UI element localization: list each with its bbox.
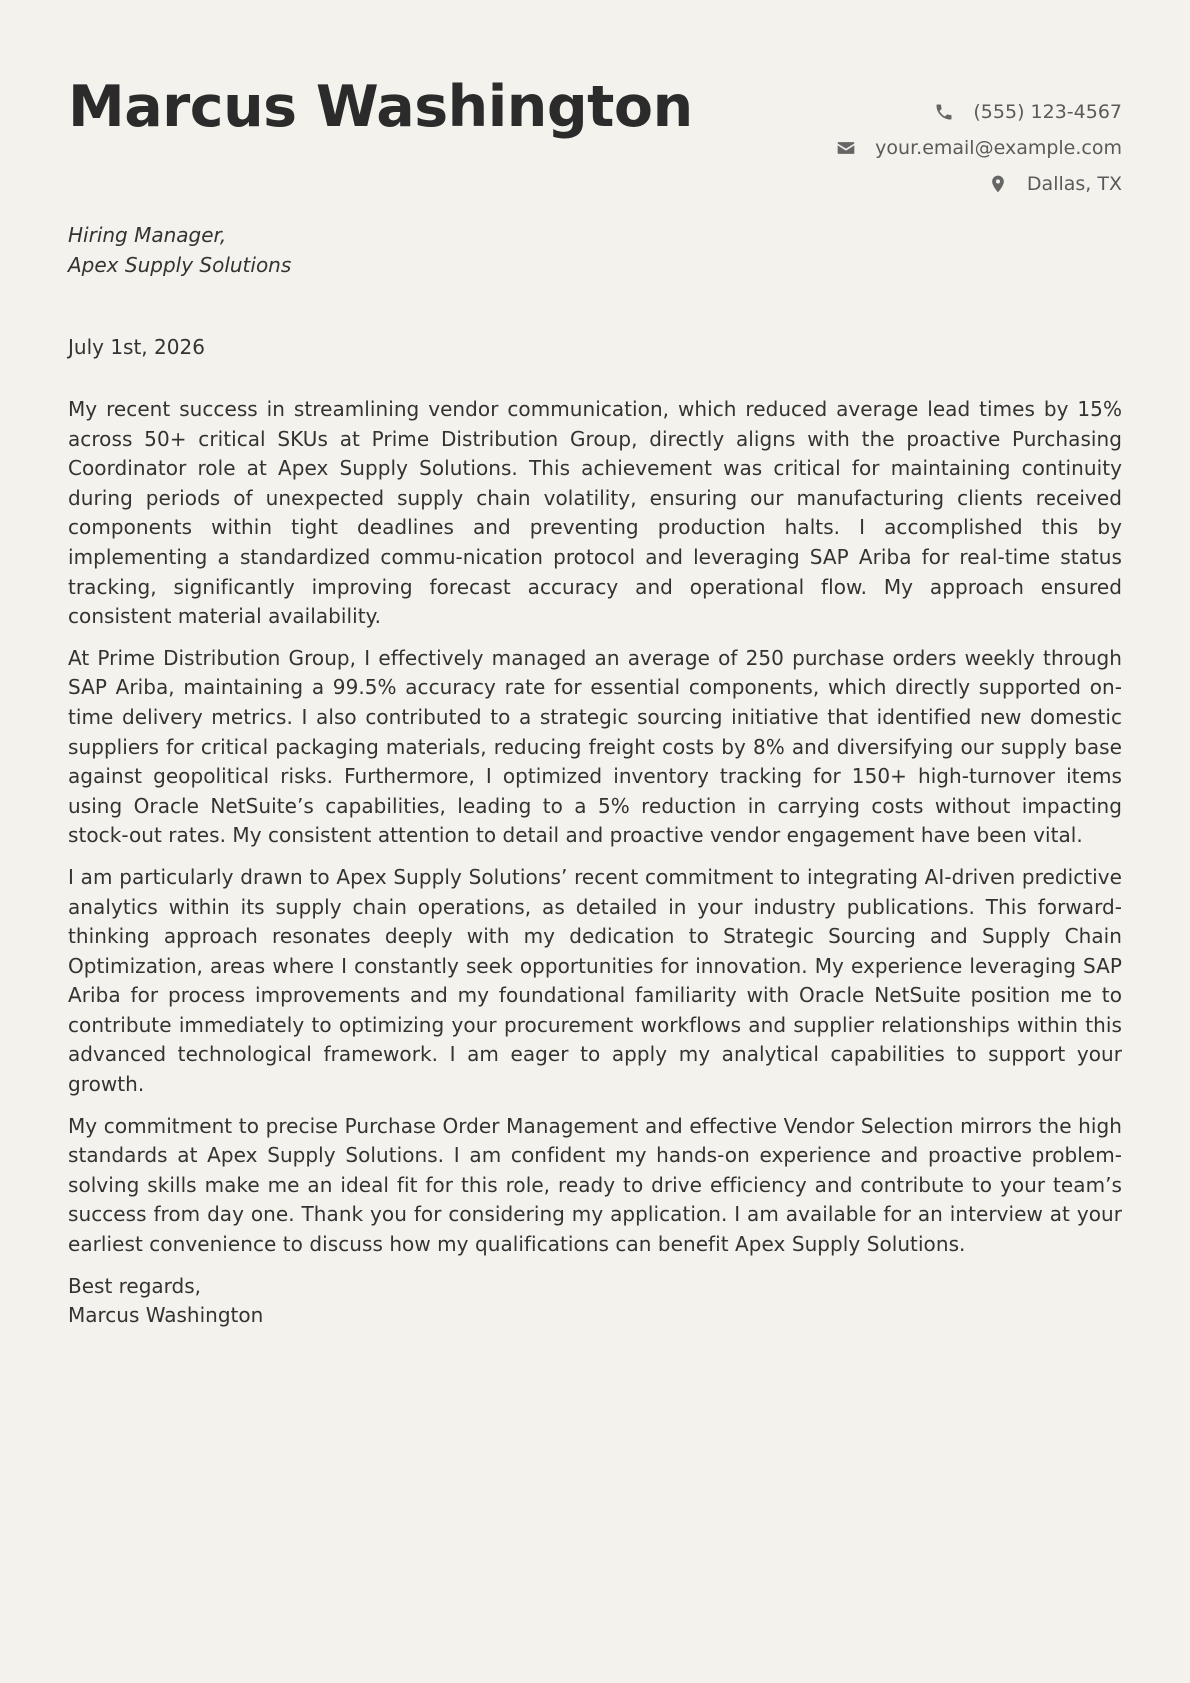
recipient-company: Apex Supply Solutions xyxy=(68,253,292,277)
letter-body xyxy=(68,395,1122,1331)
map-pin-icon xyxy=(987,173,1009,195)
contact-phone xyxy=(835,94,1122,130)
email-text: your.email@example.com xyxy=(875,137,1122,159)
body-paragraph: My commitment to precise Purchase Order Management and effective Vendor Selection mirrors the high standards at Apex Supply Solutions. I am confident my hands-on experience and proactive problem-solving skills make me an ideal fit for this role, ready to drive efficiency and contribute to your team’s success from day one. Thank you for considering my application. I am available for an interview at your earliest convenience to discuss how my qualifications can benefit Apex Supply Solutions. xyxy=(68,1113,1122,1257)
applicant-name: Marcus Washington xyxy=(68,74,693,140)
body-paragraph: At Prime Distribution Group, I effectively managed an average of 250 purchase orders weekly through SAP Ariba, maintaining a 99.5% accuracy rate for essential components, which directly supported on-time delivery metrics. I also contributed to a strategic sourcing initiative that identified new domestic suppliers for critical packaging materials, reducing freight costs by 8% and diversifying our supply base against geopolitical risks. Furthermore, I optimized inventory tracking for 150+ high-turnover items using Oracle NetSuite’s capabilities, leading to a 5% reduction in carrying costs without impacting stock-out rates. My consistent attention to detail and proactive vendor engagement have been vital. xyxy=(68,645,1122,848)
letter-header xyxy=(68,70,1122,200)
letter-closing xyxy=(68,1272,1122,1331)
body-paragraph: My recent success in streamlining vendor communication, which reduced average lead times by 15% across 50+ critical SKUs at Prime Distribution Group, directly aligns with the proactive Purchasing Coordinator role at Apex Supply Solutions. This achievement was critical for maintaining continuity during periods of unexpected supply chain volatility, ensuring our manufacturing clients received components within tight deadlines and preventing production halts. I accomplished this by implementing a standardized commu-nication protocol and leveraging SAP Ariba for real-time status tracking, significantly improving forecast accuracy and operational flow. My approach ensured consistent material availability. xyxy=(68,397,1122,629)
body-paragraph: I am particularly drawn to Apex Supply Solutions’ recent commitment to integrating AI-driven predictive analytics within its supply chain operations, as detailed in your industry publications. This forward-thinking approach resonates deeply with my dedication to Strategic Sourcing and Supply Chain Optimization, areas where I constantly seek opportunities for innovation. My experience leveraging SAP Ariba for process improvements and my foundational familiarity with Oracle NetSuite position me to contribute immediately to optimizing your procurement workflows and supplier relationships within this advanced technological framework. I am eager to apply my analytical capabilities to support your growth. xyxy=(68,864,1122,1097)
contact-info xyxy=(835,94,1122,202)
closing-signature: Marcus Washington xyxy=(68,1303,264,1328)
phone-text: (555) 123-4567 xyxy=(973,101,1122,123)
location-text: Dallas, TX xyxy=(1026,173,1122,195)
recipient-block xyxy=(68,220,291,280)
cover-letter-page xyxy=(68,70,1122,1328)
contact-email xyxy=(835,130,1122,166)
closing-salutation: Best regards, xyxy=(68,1273,202,1298)
recipient-title: Hiring Manager, xyxy=(68,223,227,247)
envelope-icon xyxy=(835,137,857,159)
letter-date: July 1st, 2026 xyxy=(68,335,205,359)
phone-icon xyxy=(933,101,955,123)
contact-location xyxy=(835,166,1122,202)
